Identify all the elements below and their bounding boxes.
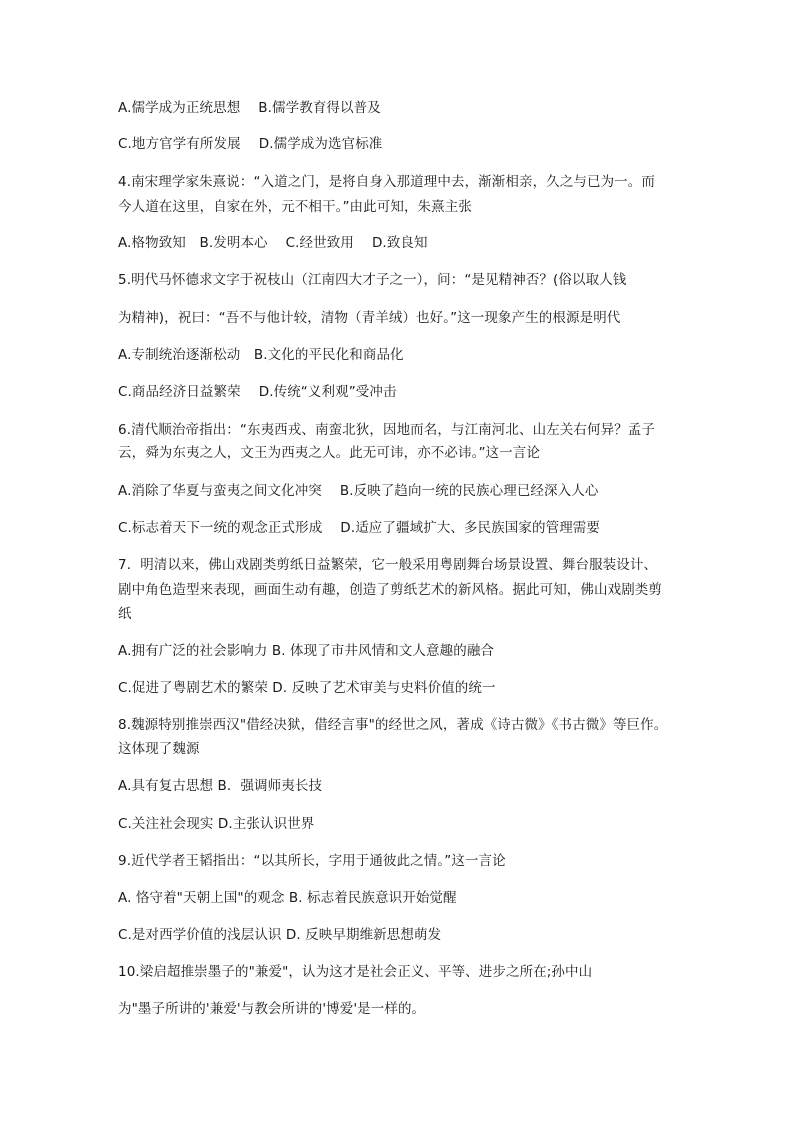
text-line: C.关注社会现实 D.主张认识世界	[118, 816, 315, 832]
text-line: A.格物致知 B.发明本心 C.经世致用 D.致良知	[118, 235, 428, 251]
text-line: A.消除了华夏与蛮夷之间文化冲突 B.反映了趋向一统的民族心理已经深入人心	[118, 483, 599, 499]
text-line: 7．明清以来，佛山戏剧类剪纸日益繁荣，它一般采用粤剧舞台场景设置、舞台服装设计、	[118, 557, 658, 573]
text-line: 今人道在这里，自家在外，元不相干。”由此可知，朱熹主张	[118, 199, 472, 215]
text-line: 6.清代顺治帝指出：“东夷西戎、南蛮北狄，因地而名，与江南河北、山左关右何异？孟子	[118, 422, 655, 438]
text-line: 纸	[118, 606, 132, 622]
text-line: 5.明代马怀德求文字于祝枝山（江南四大才子之一），问：“是见精神否？(俗以取人钱	[118, 272, 627, 288]
text-line: 9.近代学者王韬指出：“以其所长，字用于通彼此之情。”这一言论	[118, 853, 506, 869]
text-line: A.儒学成为正统思想 B.儒学教育得以普及	[118, 100, 381, 116]
text-line: 为精神)，祝曰：“吾不与他计较，清物（青羊绒）也好。”这一现象产生的根源是明代	[118, 310, 621, 326]
text-line: 云，舜为东夷之人，文王为西夷之人。此无可讳，亦不必讳。”这一言论	[118, 445, 540, 461]
text-line: C.地方官学有所发展 D.儒学成为选官标准	[118, 136, 383, 152]
text-line: A.拥有广泛的社会影响力 B. 体现了市井风情和文人意趣的融合	[118, 643, 495, 659]
text-line: 剧中角色造型来表现，画面生动有趣，创造了剪纸艺术的新风格。据此可知，佛山戏剧类剪	[118, 582, 662, 598]
text-line: A.具有复古思想 B．强调师夷长技	[118, 778, 323, 794]
text-line: A. 恪守着"天朝上国"的观念 B. 标志着民族意识开始觉醒	[118, 890, 457, 906]
text-line: C.商品经济日益繁荣 D.传统“义利观”受冲击	[118, 384, 397, 400]
text-line: 10.梁启超推崇墨子的"兼爱"，认为这才是社会正义、平等、进步之所在;孙中山	[118, 964, 593, 980]
text-line: C.是对西学价值的浅层认识 D. 反映早期维新思想萌发	[118, 927, 442, 943]
text-line: 4.南宋理学家朱熹说：“入道之门，是将自身入那道理中去，渐渐相亲，久之与已为一。而	[118, 174, 655, 190]
text-line: A.专制统治逐渐松动 B.文化的平民化和商品化	[118, 347, 404, 363]
text-line: 为"墨子所讲的'兼爱'与教会所讲的'博爱'是一样的。	[118, 1001, 426, 1017]
text-line: C.促进了粤剧艺术的繁荣 D. 反映了艺术审美与史料价值的统一	[118, 680, 496, 696]
text-line: 这体现了魏源	[118, 741, 200, 757]
text-line: 8.魏源特别推崇西汉"借经决狱，借经言事"的经世之风，著成《诗古微》《书古微》等巨作。	[118, 717, 668, 733]
text-line: C.标志着天下一统的观念正式形成 D.适应了疆域扩大、多民族国家的管理需要	[118, 520, 600, 536]
